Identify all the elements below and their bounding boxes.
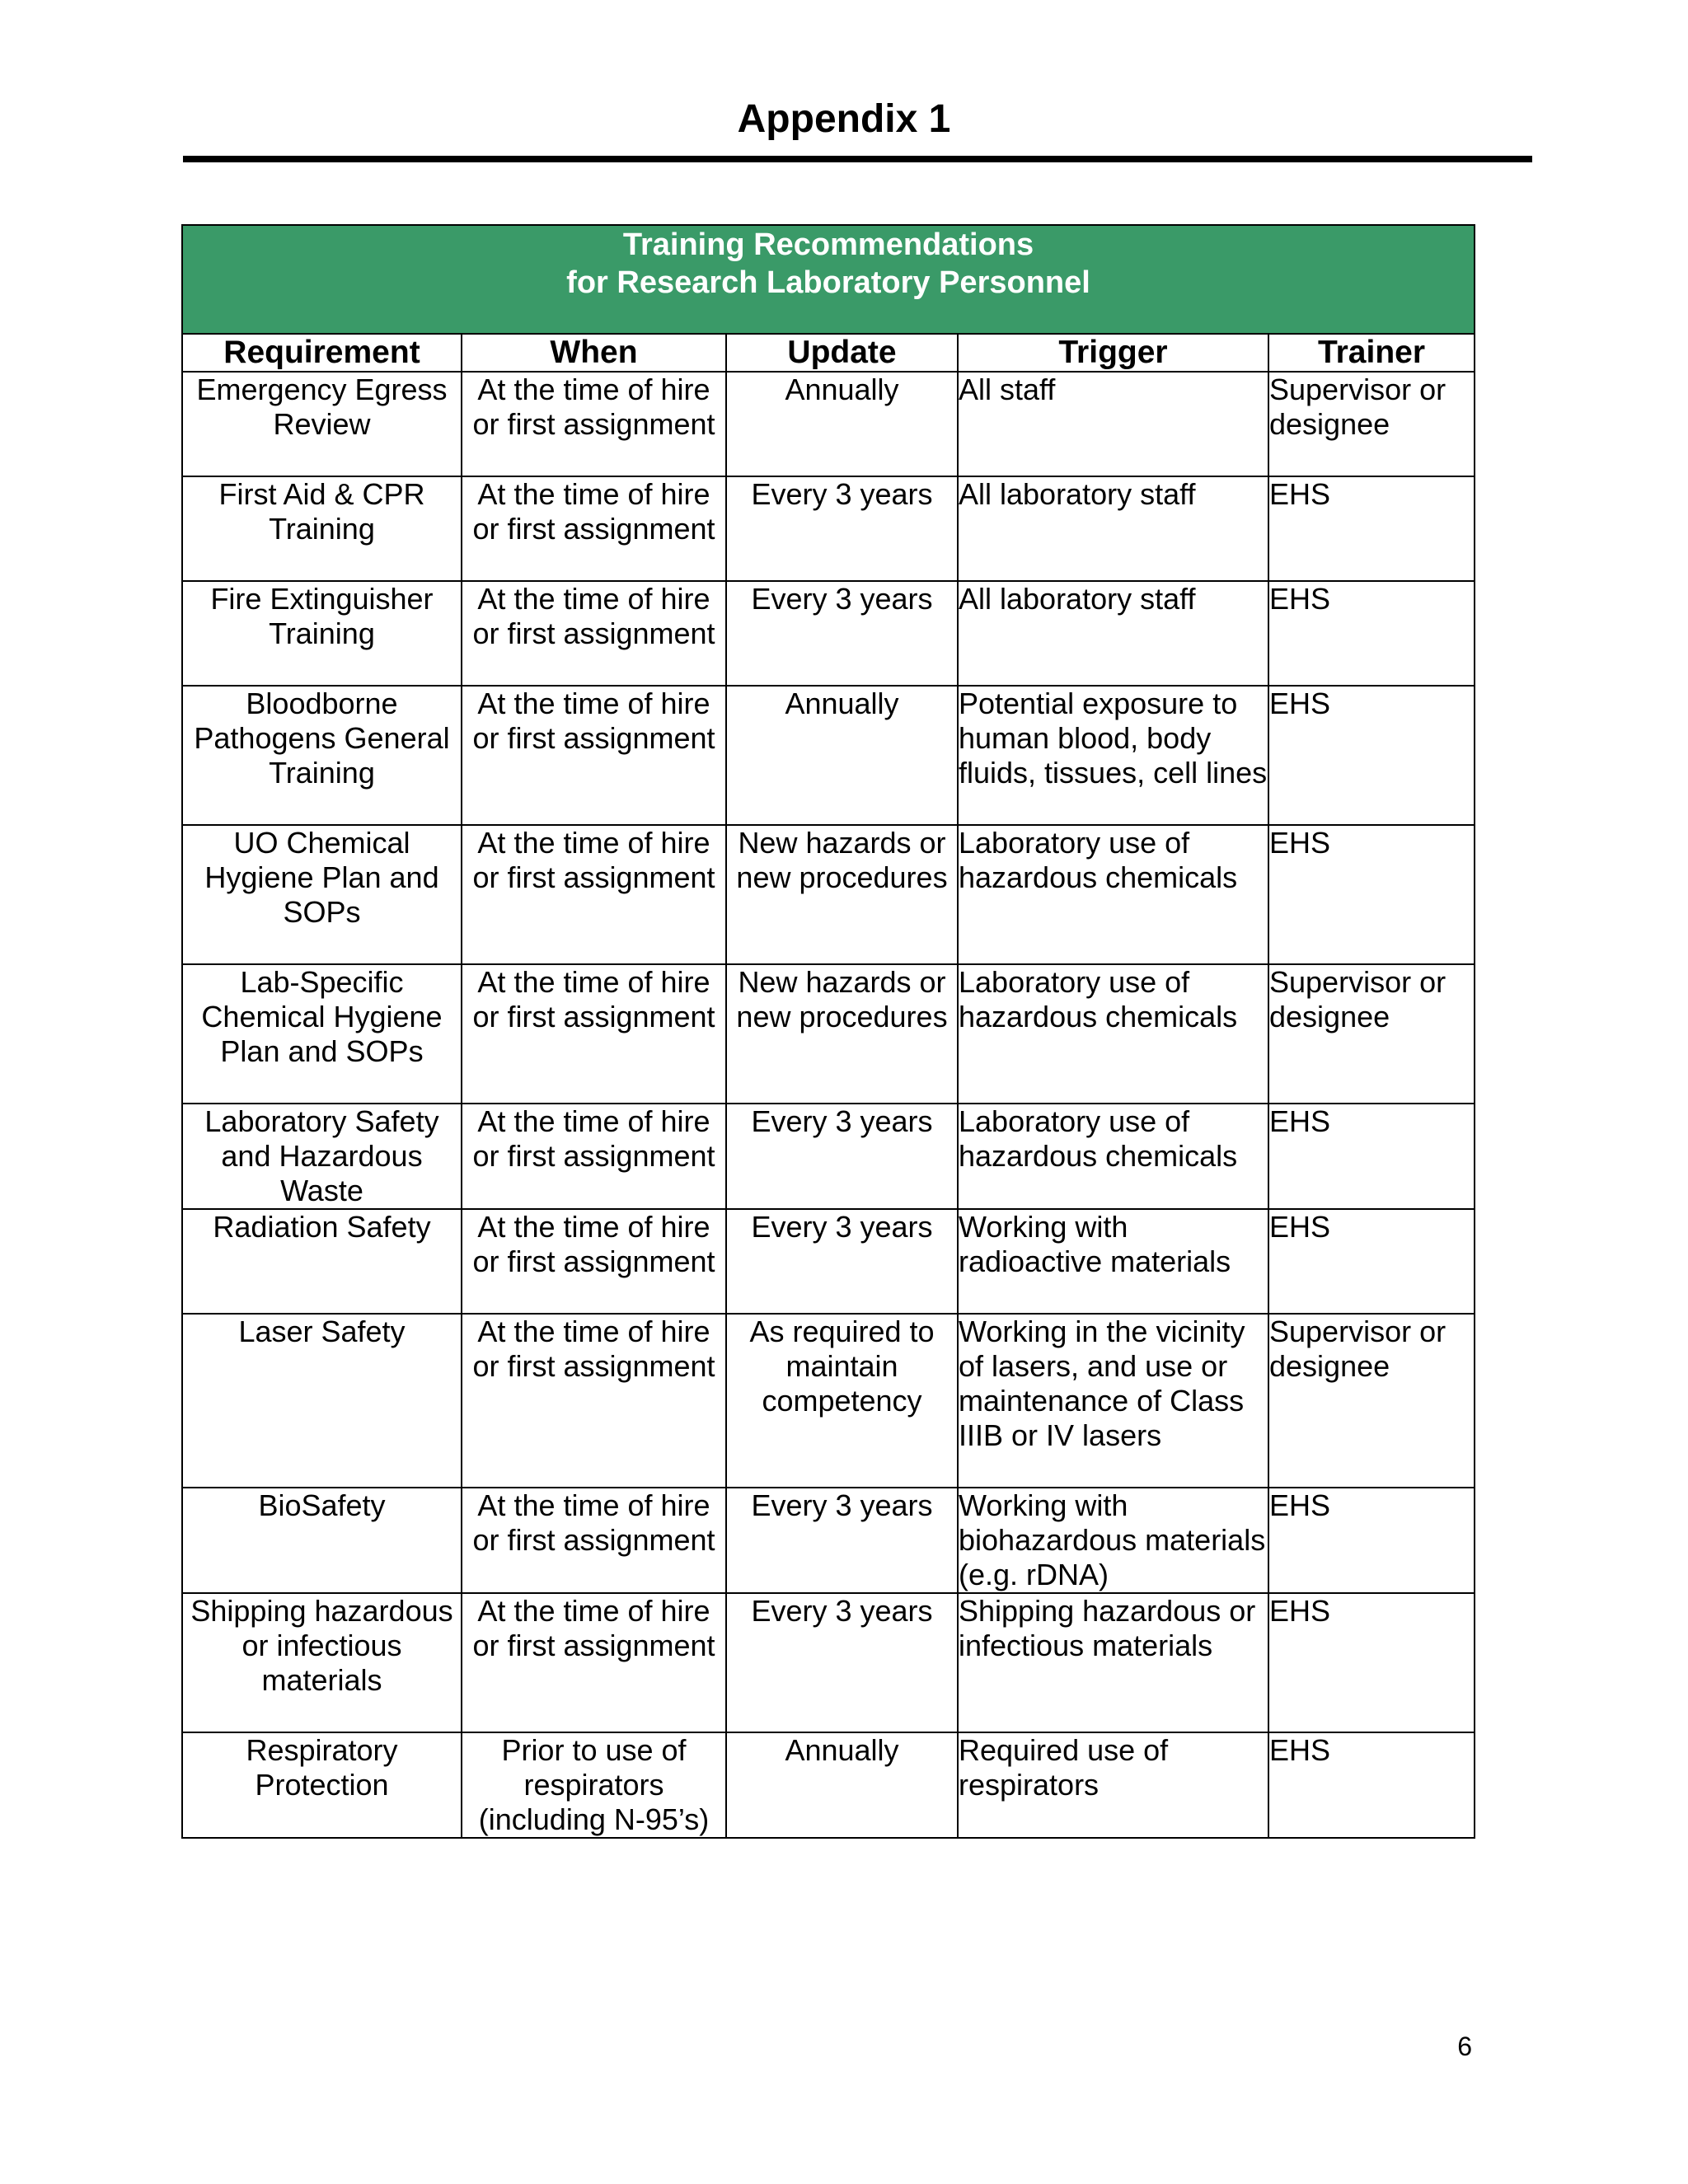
cell-trainer: EHS <box>1268 1732 1475 1838</box>
table-header-row <box>182 334 1475 372</box>
cell-requirement: First Aid & CPR Training <box>182 476 462 581</box>
table-row <box>182 686 1475 825</box>
cell-trainer: Supervisor or designee <box>1268 964 1475 1104</box>
cell-requirement: Radiation Safety <box>182 1209 462 1314</box>
cell-update: Every 3 years <box>726 581 958 686</box>
cell-trigger: Laboratory use of hazardous chemicals <box>958 964 1268 1104</box>
cell-trainer: EHS <box>1268 581 1475 686</box>
cell-when: At the time of hire or first assignment <box>462 1209 726 1314</box>
cell-requirement: Bloodborne Pathogens General Training <box>182 686 462 825</box>
cell-trigger: Laboratory use of hazardous chemicals <box>958 825 1268 964</box>
cell-trainer: EHS <box>1268 1488 1475 1593</box>
cell-when: At the time of hire or first assignment <box>462 581 726 686</box>
cell-trainer: EHS <box>1268 686 1475 825</box>
cell-requirement: Laboratory Safety and Hazardous Waste <box>182 1104 462 1209</box>
banner-title-line2: for Research Laboratory Personnel <box>566 265 1090 300</box>
cell-when: At the time of hire or first assignment <box>462 476 726 581</box>
cell-requirement: UO Chemical Hygiene Plan and SOPs <box>182 825 462 964</box>
table-row <box>182 1209 1475 1314</box>
column-header-trainer: Trainer <box>1268 334 1475 372</box>
cell-trainer: EHS <box>1268 1209 1475 1314</box>
cell-update: New hazards or new procedures <box>726 825 958 964</box>
column-header-when: When <box>462 334 726 372</box>
cell-when: At the time of hire or first assignment <box>462 825 726 964</box>
cell-requirement: Respiratory Protection <box>182 1732 462 1838</box>
table-row <box>182 1314 1475 1488</box>
table-banner-row <box>182 225 1475 334</box>
cell-trigger: Working with biohazardous materials (e.g. rDNA) <box>958 1488 1268 1593</box>
cell-update: As required to maintain competency <box>726 1314 958 1488</box>
cell-update: Every 3 years <box>726 1104 958 1209</box>
column-header-trigger: Trigger <box>958 334 1268 372</box>
training-recommendations-table <box>181 224 1475 1839</box>
cell-when: At the time of hire or first assignment <box>462 1104 726 1209</box>
column-header-update: Update <box>726 334 958 372</box>
cell-update: Every 3 years <box>726 1593 958 1732</box>
column-header-requirement: Requirement <box>182 334 462 372</box>
cell-update: Annually <box>726 686 958 825</box>
cell-update: Every 3 years <box>726 1209 958 1314</box>
cell-requirement: Shipping hazardous or infectious materials <box>182 1593 462 1732</box>
cell-requirement: Fire Extinguisher Training <box>182 581 462 686</box>
table-row <box>182 964 1475 1104</box>
table-row <box>182 1104 1475 1209</box>
cell-update: Every 3 years <box>726 1488 958 1593</box>
cell-trigger: All laboratory staff <box>958 476 1268 581</box>
cell-trigger: Working in the vicinity of lasers, and use or maintenance of Class IIIB or IV lasers <box>958 1314 1268 1488</box>
cell-when: At the time of hire or first assignment <box>462 1314 726 1488</box>
cell-trainer: Supervisor or designee <box>1268 1314 1475 1488</box>
cell-update: Annually <box>726 1732 958 1838</box>
cell-update: Annually <box>726 372 958 476</box>
table-row <box>182 1488 1475 1593</box>
cell-trainer: Supervisor or designee <box>1268 372 1475 476</box>
cell-trainer: EHS <box>1268 1593 1475 1732</box>
cell-when: At the time of hire or first assignment <box>462 1488 726 1593</box>
page-number: 6 <box>1457 2032 1472 2061</box>
cell-trigger: All staff <box>958 372 1268 476</box>
title-divider <box>183 156 1532 162</box>
banner-title-line1: Training Recommendations <box>622 227 1034 262</box>
cell-trigger: Laboratory use of hazardous chemicals <box>958 1104 1268 1209</box>
cell-trainer: EHS <box>1268 1104 1475 1209</box>
cell-when: At the time of hire or first assignment <box>462 964 726 1104</box>
table-row <box>182 372 1475 476</box>
cell-trainer: EHS <box>1268 476 1475 581</box>
cell-when: At the time of hire or first assignment <box>462 372 726 476</box>
cell-requirement: Emergency Egress Review <box>182 372 462 476</box>
cell-update: New hazards or new procedures <box>726 964 958 1104</box>
cell-update: Every 3 years <box>726 476 958 581</box>
cell-requirement: Lab-Specific Chemical Hygiene Plan and SOPs <box>182 964 462 1104</box>
table-row <box>182 476 1475 581</box>
cell-when: Prior to use of respirators (including N-95’s) <box>462 1732 726 1838</box>
table-row <box>182 1732 1475 1838</box>
table-banner <box>182 225 1475 334</box>
page-title: Appendix 1 <box>737 97 951 141</box>
cell-when: At the time of hire or first assignment <box>462 1593 726 1732</box>
cell-when: At the time of hire or first assignment <box>462 686 726 825</box>
cell-trigger: Shipping hazardous or infectious materials <box>958 1593 1268 1732</box>
cell-trigger: Working with radioactive materials <box>958 1209 1268 1314</box>
cell-trainer: EHS <box>1268 825 1475 964</box>
cell-requirement: BioSafety <box>182 1488 462 1593</box>
table-row <box>182 581 1475 686</box>
cell-trigger: All laboratory staff <box>958 581 1268 686</box>
cell-trigger: Required use of respirators <box>958 1732 1268 1838</box>
table-row <box>182 825 1475 964</box>
cell-requirement: Laser Safety <box>182 1314 462 1488</box>
table-row <box>182 1593 1475 1732</box>
cell-trigger: Potential exposure to human blood, body fluids, tissues, cell lines <box>958 686 1268 825</box>
